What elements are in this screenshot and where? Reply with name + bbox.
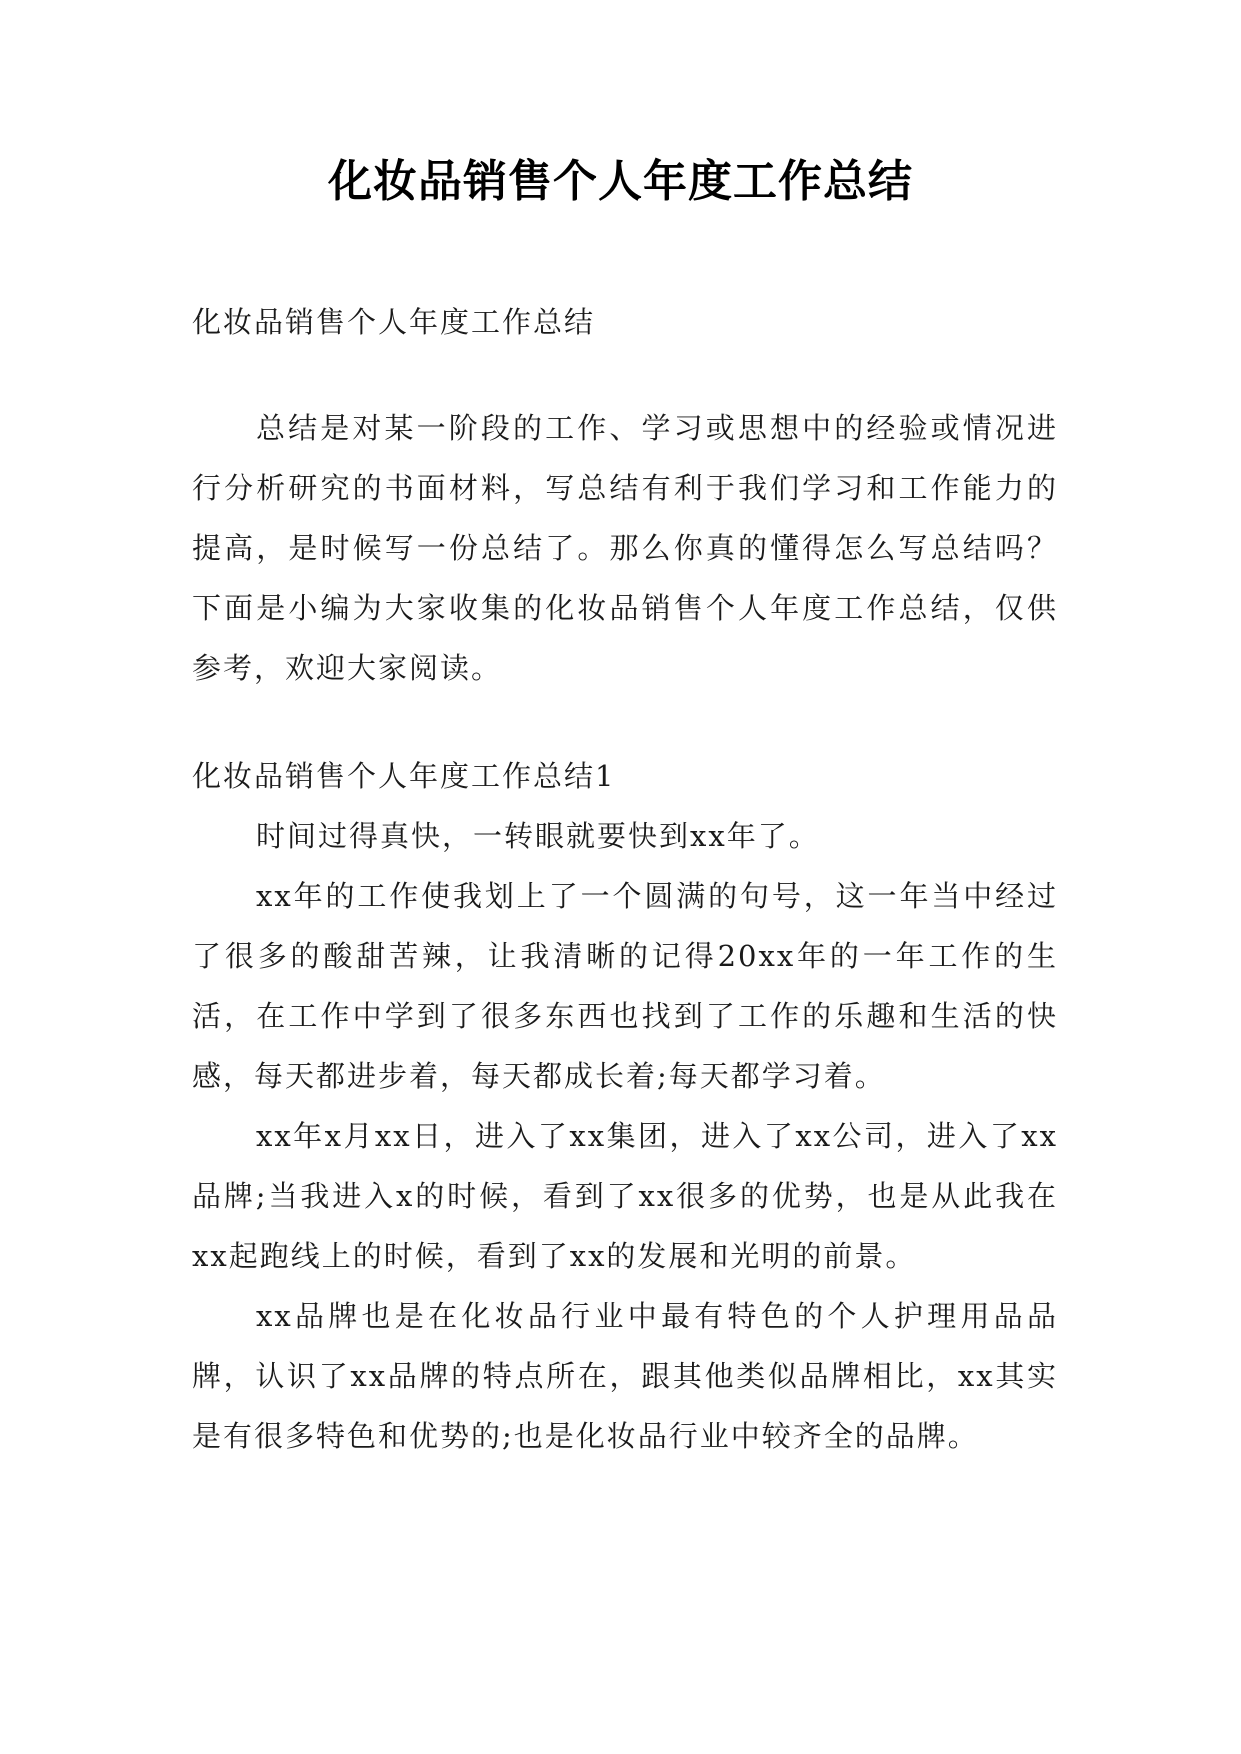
- intro-paragraph: 总结是对某一阶段的工作、学习或思想中的经验或情况进行分析研究的书面材料，写总结有利于我们学习和工作能力的提高，是时候写一份总结了。那么你真的懂得怎么写总结吗？下面是小编为大家收集的化妆品销售个人年度工作总结，仅供参考，欢迎大家阅读。: [192, 411, 1058, 685]
- body-paragraph: xx品牌也是在化妆品行业中最有特色的个人护理用品品牌，认识了xx品牌的特点所在，跟其他类似品牌相比，xx其实是有很多特色和优势的;也是化妆品行业中较齐全的品牌。: [192, 1299, 1058, 1453]
- body-paragraph: xx年的工作使我划上了一个圆满的句号，这一年当中经过了很多的酸甜苦辣，让我清晰的记得20xx年的一年工作的生活，在工作中学到了很多东西也找到了工作的乐趣和生活的快感，每天都进步着，每天都成长着;每天都学习着。: [192, 879, 1058, 1093]
- body-paragraph: xx年x月xx日，进入了xx集团，进入了xx公司，进入了xx品牌;当我进入x的时候，看到了xx很多的优势，也是从此我在xx起跑线上的时候，看到了xx的发展和光明的前景。: [192, 1119, 1058, 1273]
- spacer: [192, 698, 1058, 746]
- spacer: [192, 352, 1058, 398]
- document-body: [192, 292, 1058, 1466]
- body-paragraph: 时间过得真快，一转眼就要快到xx年了。: [256, 819, 820, 853]
- section-heading: 化妆品销售个人年度工作总结1: [192, 759, 616, 793]
- document-title: 化妆品销售个人年度工作总结: [328, 156, 913, 207]
- document-subtitle: 化妆品销售个人年度工作总结: [192, 305, 596, 339]
